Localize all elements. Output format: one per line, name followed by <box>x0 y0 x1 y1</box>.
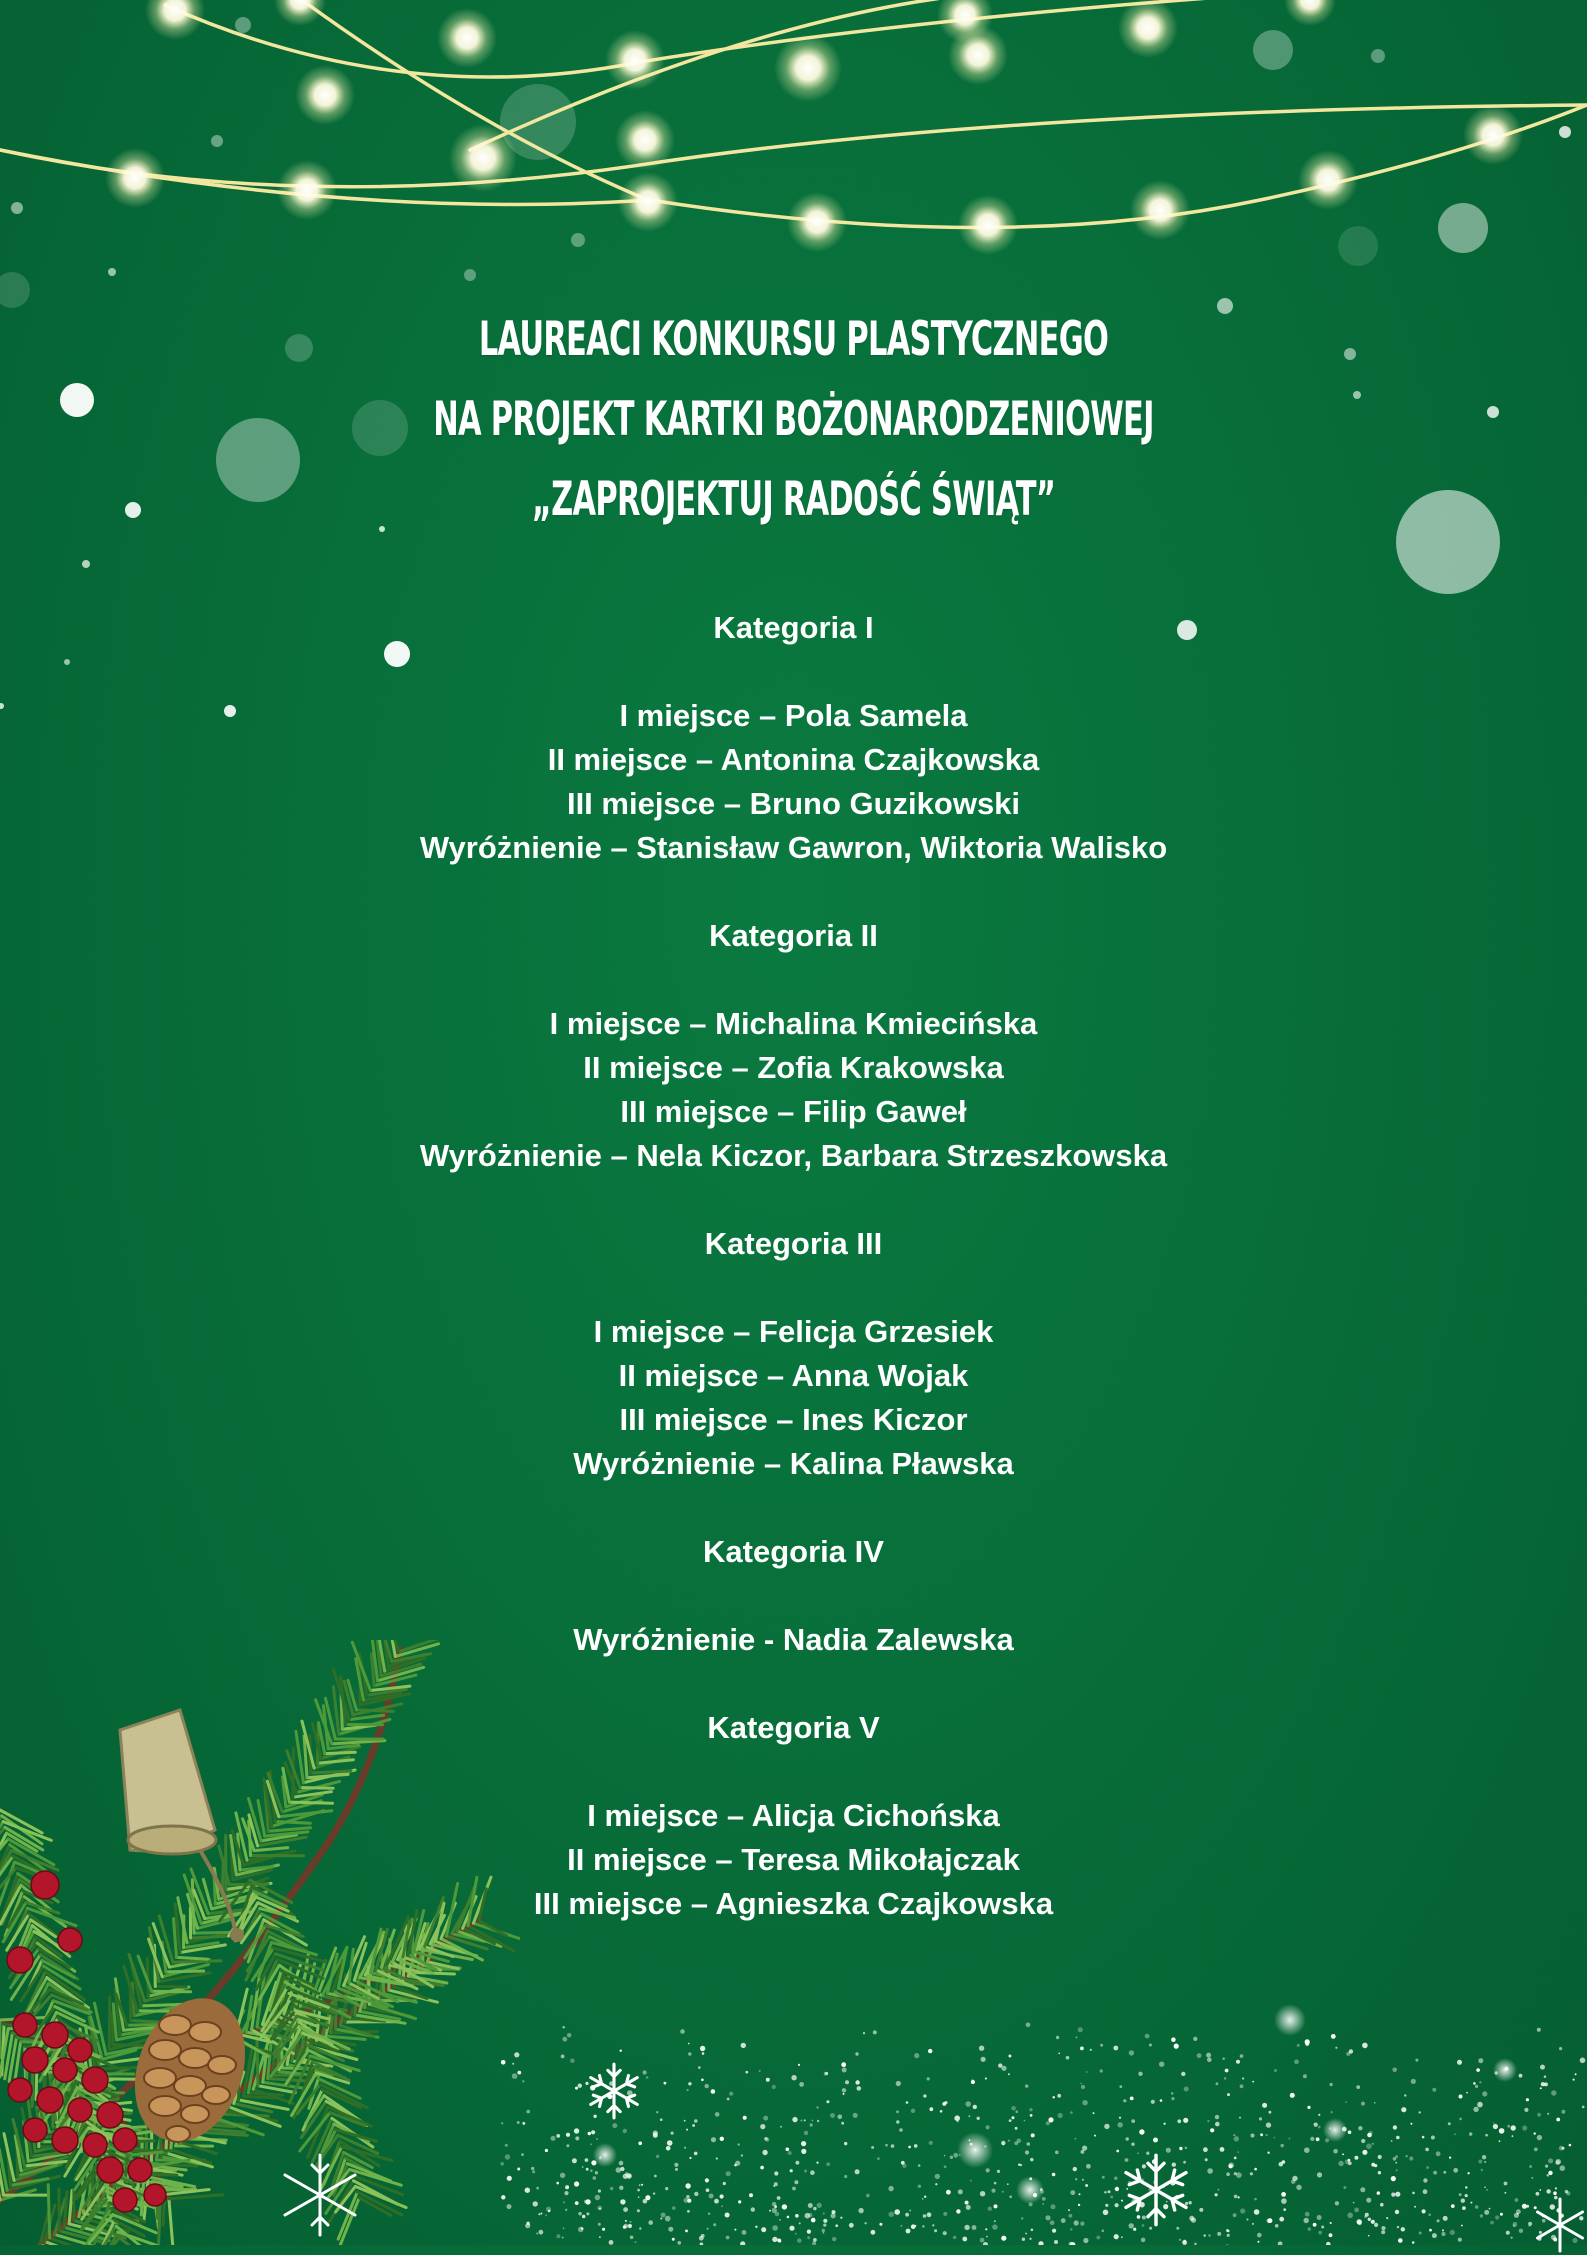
winner-entry: I miejsce – Felicja Grzesiek <box>0 1310 1587 1354</box>
winner-entry: I miejsce – Alicja Cichońska <box>0 1794 1587 1838</box>
winner-entry: III miejsce – Ines Kiczor <box>0 1398 1587 1442</box>
string-lights-icon <box>0 0 1587 300</box>
winner-entry: Wyróżnienie – Kalina Pławska <box>0 1442 1587 1486</box>
snowflake-icon <box>1530 2195 1587 2255</box>
snowflake-icon <box>583 2060 645 2122</box>
category-heading: Kategoria IV <box>0 1530 1587 1574</box>
category-section <box>0 606 1587 914</box>
winner-entry: Wyróżnienie – Stanisław Gawron, Wiktoria Walisko <box>0 826 1587 870</box>
title-block <box>0 300 1587 540</box>
winner-entry: I miejsce – Pola Samela <box>0 694 1587 738</box>
pine-branch-icon <box>0 1640 520 2245</box>
category-heading: Kategoria III <box>0 1222 1587 1266</box>
winner-entry: II miejsce – Zofia Krakowska <box>0 1046 1587 1090</box>
winner-entry: II miejsce – Anna Wojak <box>0 1354 1587 1398</box>
snowflake-icon <box>1116 2150 1196 2230</box>
winner-entry: II miejsce – Teresa Mikołajczak <box>0 1838 1587 1882</box>
category-heading: Kategoria II <box>0 914 1587 958</box>
winner-entry: III miejsce – Filip Gaweł <box>0 1090 1587 1134</box>
category-section <box>0 1222 1587 1530</box>
category-heading: Kategoria V <box>0 1706 1587 1750</box>
winner-entry: Wyróżnienie – Nela Kiczor, Barbara Strzeszkowska <box>0 1134 1587 1178</box>
winner-entry: III miejsce – Bruno Guzikowski <box>0 782 1587 826</box>
winner-entry: I miejsce – Michalina Kmiecińska <box>0 1002 1587 1046</box>
winner-entry: Wyróżnienie - Nadia Zalewska <box>0 1618 1587 1662</box>
winner-entry: III miejsce – Agnieszka Czajkowska <box>0 1882 1587 1926</box>
title-line-2: NA PROJEKT KARTKI BOŻONARODZENIOWEJ <box>222 380 1365 460</box>
winner-entry: II miejsce – Antonina Czajkowska <box>0 738 1587 782</box>
category-heading: Kategoria I <box>0 606 1587 650</box>
bell-icon <box>120 1710 244 1942</box>
category-section <box>0 914 1587 1222</box>
title-line-3: „ZAPROJEKTUJ RADOŚĆ ŚWIĄT” <box>222 460 1365 540</box>
title-line-1: LAUREACI KONKURSU PLASTYCZNEGO <box>222 300 1365 380</box>
